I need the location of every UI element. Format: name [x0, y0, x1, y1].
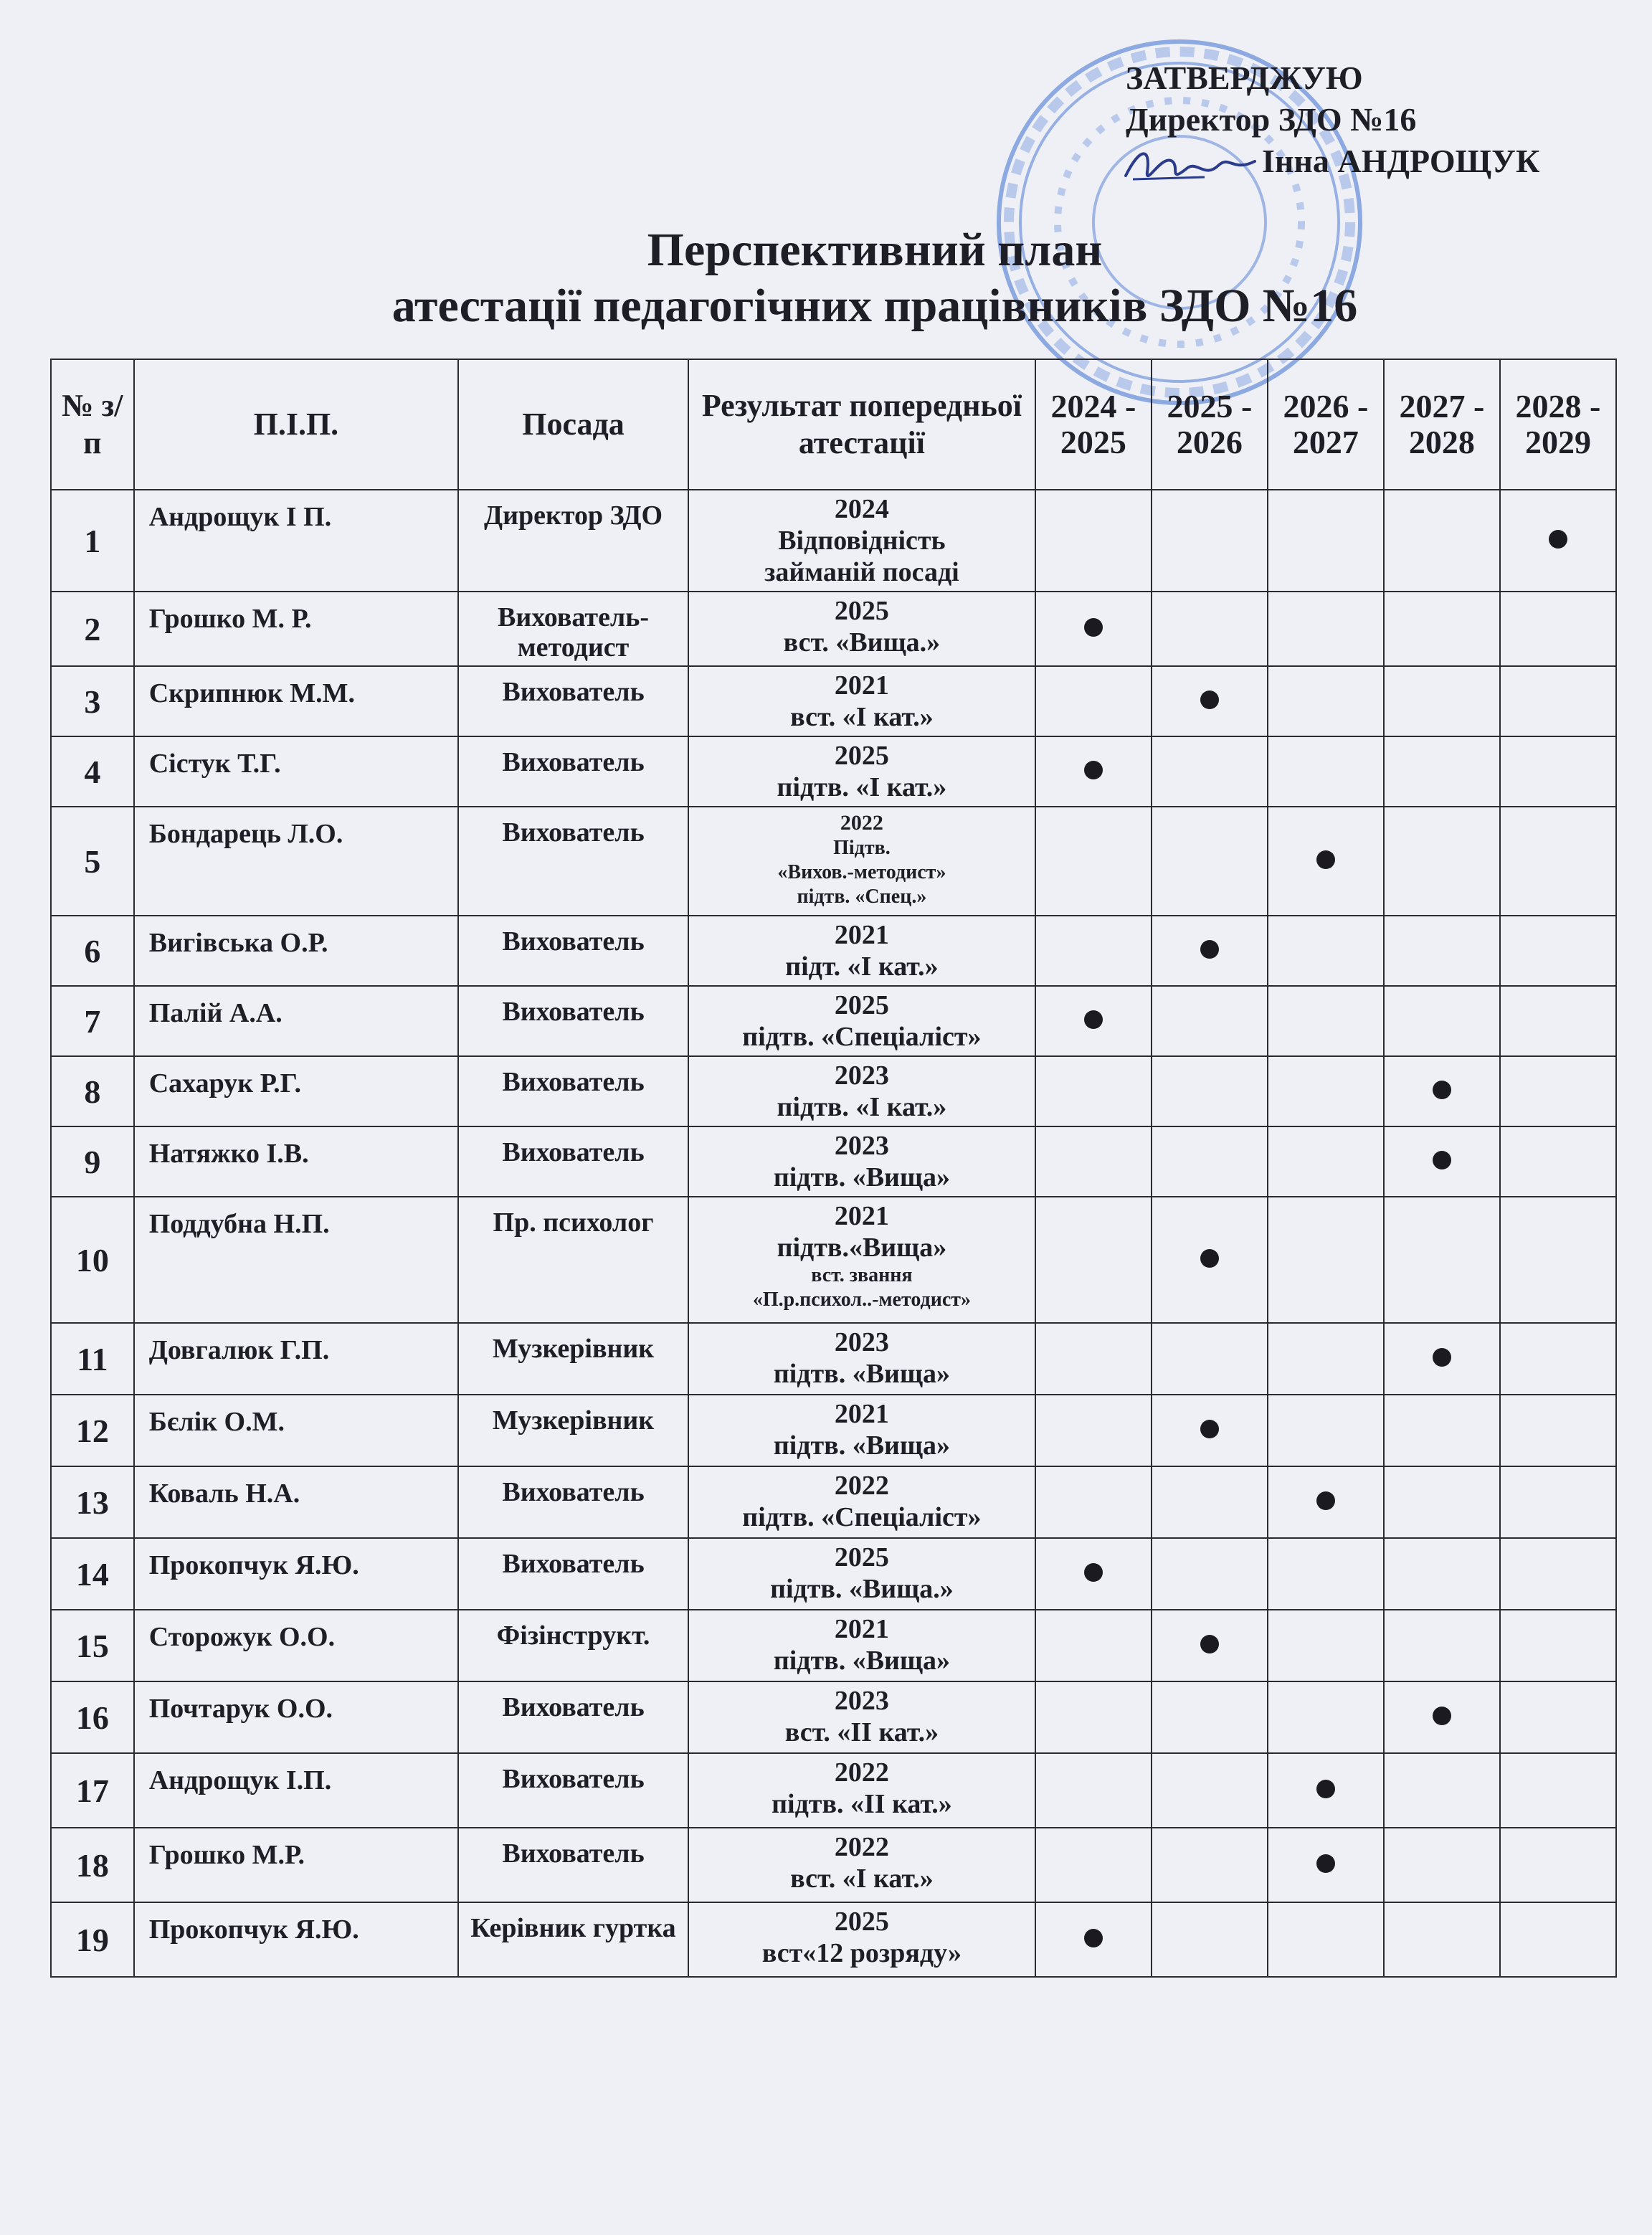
year-cell [1384, 1753, 1500, 1828]
header-year: 2024 - 2025 [1035, 359, 1152, 490]
year-cell [1268, 1610, 1384, 1681]
attestation-mark [1200, 691, 1219, 709]
year-cell [1152, 666, 1268, 736]
year-cell [1268, 1197, 1384, 1323]
result-line: 2023 [834, 1686, 889, 1716]
employee-name: Грошко М.Р. [134, 1828, 458, 1902]
result-line: підтв. «Спеціаліст» [742, 1022, 982, 1052]
year-cell [1384, 592, 1500, 666]
row-number: 19 [51, 1902, 134, 1977]
result-line: 2024 [834, 494, 889, 524]
year-cell [1268, 1681, 1384, 1753]
row-number: 10 [51, 1197, 134, 1323]
year-cell [1152, 1828, 1268, 1902]
year-cell [1035, 1056, 1152, 1126]
employee-position: Музкерівник [458, 1395, 688, 1466]
previous-result [688, 666, 1035, 736]
year-cell [1268, 1466, 1384, 1538]
attestation-mark [1433, 1348, 1451, 1367]
employee-position: Вихователь [458, 1753, 688, 1828]
result-line: підтв. «ІІ кат.» [772, 1789, 952, 1819]
year-cell [1500, 1197, 1616, 1323]
result-line: Відповідність [778, 526, 946, 556]
previous-result [688, 1902, 1035, 1977]
employee-name: Андрощук І П. [134, 490, 458, 592]
year-cell [1268, 592, 1384, 666]
row-number: 9 [51, 1126, 134, 1197]
attestation-mark [1084, 761, 1103, 779]
result-line: 2025 [834, 741, 889, 771]
row-number: 17 [51, 1753, 134, 1828]
year-cell [1384, 986, 1500, 1056]
attestation-mark [1200, 940, 1219, 959]
result-line: 2021 [834, 1201, 889, 1231]
result-line: 2025 [834, 596, 889, 626]
attestation-mark [1433, 1707, 1451, 1725]
employee-position: Пр. психолог [458, 1197, 688, 1323]
table-row [51, 1538, 1616, 1610]
employee-name: Андрощук І.П. [134, 1753, 458, 1828]
table-row [51, 666, 1616, 736]
employee-name: Вигівська О.Р. [134, 916, 458, 986]
table-row [51, 736, 1616, 807]
header-year: 2026 - 2027 [1268, 359, 1384, 490]
year-cell [1152, 1056, 1268, 1126]
table-row [51, 1126, 1616, 1197]
result-line: 2022 [834, 1832, 889, 1862]
previous-result [688, 807, 1035, 916]
result-line: 2022 [834, 1471, 889, 1501]
employee-name: Натяжко І.В. [134, 1126, 458, 1197]
employee-position: Фізінструкт. [458, 1610, 688, 1681]
year-cell [1384, 1395, 1500, 1466]
result-line: вст«12 розряду» [761, 1938, 962, 1968]
result-line: підтв. «Вища» [773, 1359, 951, 1389]
year-cell [1384, 1902, 1500, 1977]
header-position: Посада [458, 359, 688, 490]
result-line: 2022 [834, 1757, 889, 1788]
table-row [51, 807, 1616, 916]
employee-name: Бондарець Л.О. [134, 807, 458, 916]
year-cell [1500, 916, 1616, 986]
row-number: 8 [51, 1056, 134, 1126]
year-cell [1152, 592, 1268, 666]
employee-name: Почтарук О.О. [134, 1681, 458, 1753]
attestation-mark [1084, 1563, 1103, 1582]
year-cell [1035, 1902, 1152, 1977]
year-cell [1035, 1197, 1152, 1323]
employee-name: Коваль Н.А. [134, 1466, 458, 1538]
employee-name: Сторожук О.О. [134, 1610, 458, 1681]
year-cell [1500, 807, 1616, 916]
employee-position: Директор ЗДО [458, 490, 688, 592]
row-number: 6 [51, 916, 134, 986]
year-cell [1268, 1538, 1384, 1610]
year-cell [1384, 736, 1500, 807]
result-line: підтв. «І кат.» [777, 1092, 947, 1122]
year-cell [1035, 1126, 1152, 1197]
attestation-mark [1084, 1929, 1103, 1947]
result-line: 2025 [834, 1542, 889, 1572]
attestation-table [50, 359, 1617, 1978]
year-cell [1500, 1126, 1616, 1197]
year-cell [1152, 1466, 1268, 1538]
row-number: 7 [51, 986, 134, 1056]
year-cell [1268, 1828, 1384, 1902]
attestation-mark [1084, 1010, 1103, 1029]
year-cell [1268, 736, 1384, 807]
employee-position: Вихователь [458, 1681, 688, 1753]
year-cell [1384, 916, 1500, 986]
year-cell [1384, 1538, 1500, 1610]
result-line: 2023 [834, 1327, 889, 1357]
employee-position: Керівник гуртка [458, 1902, 688, 1977]
row-number: 3 [51, 666, 134, 736]
table-row [51, 490, 1616, 592]
year-cell [1268, 1323, 1384, 1395]
employee-name: Бєлік О.М. [134, 1395, 458, 1466]
row-number: 4 [51, 736, 134, 807]
result-line: 2022 [840, 811, 883, 835]
year-cell [1035, 986, 1152, 1056]
previous-result [688, 592, 1035, 666]
year-cell [1384, 490, 1500, 592]
employee-name: Довгалюк Г.П. [134, 1323, 458, 1395]
result-line: 2021 [834, 920, 889, 950]
year-cell [1152, 1323, 1268, 1395]
employee-name: Палій А.А. [134, 986, 458, 1056]
year-cell [1152, 1538, 1268, 1610]
table-row [51, 1902, 1616, 1977]
year-cell [1268, 666, 1384, 736]
year-cell [1035, 736, 1152, 807]
result-line: 2023 [834, 1131, 889, 1161]
year-cell [1500, 1056, 1616, 1126]
year-cell [1035, 1323, 1152, 1395]
result-line: 2021 [834, 1399, 889, 1429]
previous-result [688, 986, 1035, 1056]
table-row [51, 1610, 1616, 1681]
attestation-mark [1316, 1491, 1335, 1510]
result-line: підтв. «Вища» [773, 1646, 951, 1676]
attestation-mark [1316, 1854, 1335, 1873]
employee-position: Вихователь [458, 986, 688, 1056]
header-year: 2025 - 2026 [1152, 359, 1268, 490]
previous-result [688, 1681, 1035, 1753]
title-line-1: Перспективний план [647, 224, 1103, 276]
employee-position: Вихователь [458, 1466, 688, 1538]
year-cell [1035, 1538, 1152, 1610]
year-cell [1152, 736, 1268, 807]
year-cell [1035, 807, 1152, 916]
result-line: підтв. «Спец.» [797, 886, 927, 908]
result-line: 2021 [834, 670, 889, 701]
previous-result [688, 916, 1035, 986]
result-line: 2025 [834, 1907, 889, 1937]
table-row [51, 1197, 1616, 1323]
year-cell [1035, 1828, 1152, 1902]
result-line: вст. «ІІ кат.» [784, 1717, 939, 1747]
year-cell [1035, 1610, 1152, 1681]
row-number: 5 [51, 807, 134, 916]
year-cell [1152, 1197, 1268, 1323]
year-cell [1500, 1323, 1616, 1395]
year-cell [1035, 1753, 1152, 1828]
year-cell [1035, 1395, 1152, 1466]
result-line: підтв. «Спеціаліст» [742, 1502, 982, 1532]
row-number: 1 [51, 490, 134, 592]
result-line: підтв. «Вища» [773, 1430, 951, 1461]
result-line: 2025 [834, 990, 889, 1020]
attestation-mark [1433, 1081, 1451, 1099]
year-cell [1500, 1681, 1616, 1753]
table-row [51, 916, 1616, 986]
year-cell [1500, 592, 1616, 666]
year-cell [1384, 666, 1500, 736]
year-cell [1500, 490, 1616, 592]
year-cell [1152, 916, 1268, 986]
previous-result [688, 1753, 1035, 1828]
year-cell [1268, 986, 1384, 1056]
previous-result [688, 1323, 1035, 1395]
employee-position: Вихователь [458, 1056, 688, 1126]
employee-name: Прокопчук Я.Ю. [134, 1902, 458, 1977]
year-cell [1500, 1753, 1616, 1828]
year-cell [1035, 666, 1152, 736]
year-cell [1268, 490, 1384, 592]
row-number: 15 [51, 1610, 134, 1681]
table-row [51, 986, 1616, 1056]
year-cell [1152, 807, 1268, 916]
result-line: підтв. «Вища.» [770, 1574, 954, 1604]
employee-name: Грошко М. Р. [134, 592, 458, 666]
result-note: вст. звання [811, 1264, 913, 1286]
year-cell [1500, 1395, 1616, 1466]
employee-position: Вихователь [458, 807, 688, 916]
year-cell [1500, 986, 1616, 1056]
year-cell [1268, 1902, 1384, 1977]
header-year: 2027 - 2028 [1384, 359, 1500, 490]
result-line: підтв. «І кат.» [777, 772, 947, 802]
row-number: 14 [51, 1538, 134, 1610]
row-number: 2 [51, 592, 134, 666]
employee-position: Вихователь [458, 666, 688, 736]
title-line-2: атестації педагогічних працівників ЗДО №16 [391, 280, 1358, 332]
year-cell [1035, 490, 1152, 592]
table-row [51, 1828, 1616, 1902]
employee-position: Вихователь [458, 736, 688, 807]
employee-position: Вихователь [458, 1828, 688, 1902]
header-result: Результат попередньої атестації [688, 359, 1035, 490]
attestation-mark [1200, 1420, 1219, 1438]
year-cell [1152, 1902, 1268, 1977]
year-cell [1268, 1056, 1384, 1126]
approval-name: Інна АНДРОЩУК [1262, 143, 1540, 179]
year-cell [1152, 1610, 1268, 1681]
year-cell [1384, 1056, 1500, 1126]
attestation-mark [1316, 850, 1335, 869]
previous-result [688, 1197, 1035, 1323]
table-row [51, 1056, 1616, 1126]
previous-result [688, 1538, 1035, 1610]
year-cell [1500, 666, 1616, 736]
year-cell [1152, 1681, 1268, 1753]
attestation-mark [1433, 1151, 1451, 1169]
header-year: 2028 - 2029 [1500, 359, 1616, 490]
year-cell [1384, 1197, 1500, 1323]
year-cell [1035, 592, 1152, 666]
year-cell [1384, 1126, 1500, 1197]
attestation-mark [1549, 530, 1567, 549]
year-cell [1384, 1610, 1500, 1681]
employee-position: Вихователь [458, 916, 688, 986]
employee-position: Вихователь-методист [458, 592, 688, 666]
header-name: П.І.П. [134, 359, 458, 490]
employee-name: Скрипнюк М.М. [134, 666, 458, 736]
employee-position: Музкерівник [458, 1323, 688, 1395]
header-num: № з/п [51, 359, 134, 490]
approval-heading: ЗАТВЕРДЖУЮ [1126, 60, 1363, 96]
employee-name: Сістук Т.Г. [134, 736, 458, 807]
employee-position: Вихователь [458, 1126, 688, 1197]
employee-position: Вихователь [458, 1538, 688, 1610]
previous-result [688, 1610, 1035, 1681]
table-row [51, 592, 1616, 666]
result-line: займаній посаді [764, 557, 959, 587]
result-line: 2021 [834, 1614, 889, 1644]
year-cell [1500, 1902, 1616, 1977]
year-cell [1268, 916, 1384, 986]
table-row [51, 1323, 1616, 1395]
year-cell [1152, 490, 1268, 592]
approval-position: Директор ЗДО №16 [1126, 101, 1417, 138]
year-cell [1384, 807, 1500, 916]
year-cell [1500, 1466, 1616, 1538]
employee-name: Прокопчук Я.Ю. [134, 1538, 458, 1610]
result-line: Підтв. [833, 837, 891, 859]
table-row [51, 1681, 1616, 1753]
attestation-mark [1200, 1249, 1219, 1268]
result-line: підт. «І кат.» [785, 952, 939, 982]
year-cell [1035, 916, 1152, 986]
employee-name: Сахарук Р.Г. [134, 1056, 458, 1126]
year-cell [1035, 1681, 1152, 1753]
year-cell [1152, 986, 1268, 1056]
year-cell [1500, 1610, 1616, 1681]
result-line: підтв. «Вища» [773, 1162, 951, 1192]
year-cell [1500, 736, 1616, 807]
row-number: 12 [51, 1395, 134, 1466]
year-cell [1268, 1126, 1384, 1197]
table-row [51, 1395, 1616, 1466]
employee-name: Поддубна Н.П. [134, 1197, 458, 1323]
row-number: 11 [51, 1323, 134, 1395]
previous-result [688, 1126, 1035, 1197]
table-body [51, 490, 1616, 1977]
result-line: вст. «І кат.» [790, 702, 934, 732]
year-cell [1384, 1828, 1500, 1902]
result-line: «Вихов.-методист» [777, 861, 946, 883]
row-number: 18 [51, 1828, 134, 1902]
previous-result [688, 736, 1035, 807]
year-cell [1152, 1126, 1268, 1197]
year-cell [1500, 1538, 1616, 1610]
year-cell [1152, 1753, 1268, 1828]
year-cell [1500, 1828, 1616, 1902]
previous-result [688, 490, 1035, 592]
row-number: 13 [51, 1466, 134, 1538]
year-cell [1268, 1753, 1384, 1828]
result-line: вст. «І кат.» [790, 1864, 934, 1894]
previous-result [688, 1056, 1035, 1126]
attestation-mark [1316, 1780, 1335, 1798]
result-line: підтв.«Вища» [777, 1233, 947, 1263]
year-cell [1035, 1466, 1152, 1538]
previous-result [688, 1828, 1035, 1902]
result-note: «П.р.психол..-методист» [752, 1289, 972, 1311]
table-header-row [51, 359, 1616, 490]
year-cell [1384, 1323, 1500, 1395]
previous-result [688, 1466, 1035, 1538]
result-line: вст. «Вища.» [783, 627, 941, 658]
document-title [0, 222, 1652, 334]
year-cell [1384, 1681, 1500, 1753]
approval-block [1126, 57, 1628, 182]
year-cell [1384, 1466, 1500, 1538]
previous-result [688, 1395, 1035, 1466]
year-cell [1268, 1395, 1384, 1466]
table-row [51, 1753, 1616, 1828]
year-cell [1152, 1395, 1268, 1466]
year-cell [1268, 807, 1384, 916]
table-row [51, 1466, 1616, 1538]
row-number: 16 [51, 1681, 134, 1753]
attestation-mark [1084, 618, 1103, 637]
result-line: 2023 [834, 1060, 889, 1091]
attestation-mark [1200, 1635, 1219, 1653]
